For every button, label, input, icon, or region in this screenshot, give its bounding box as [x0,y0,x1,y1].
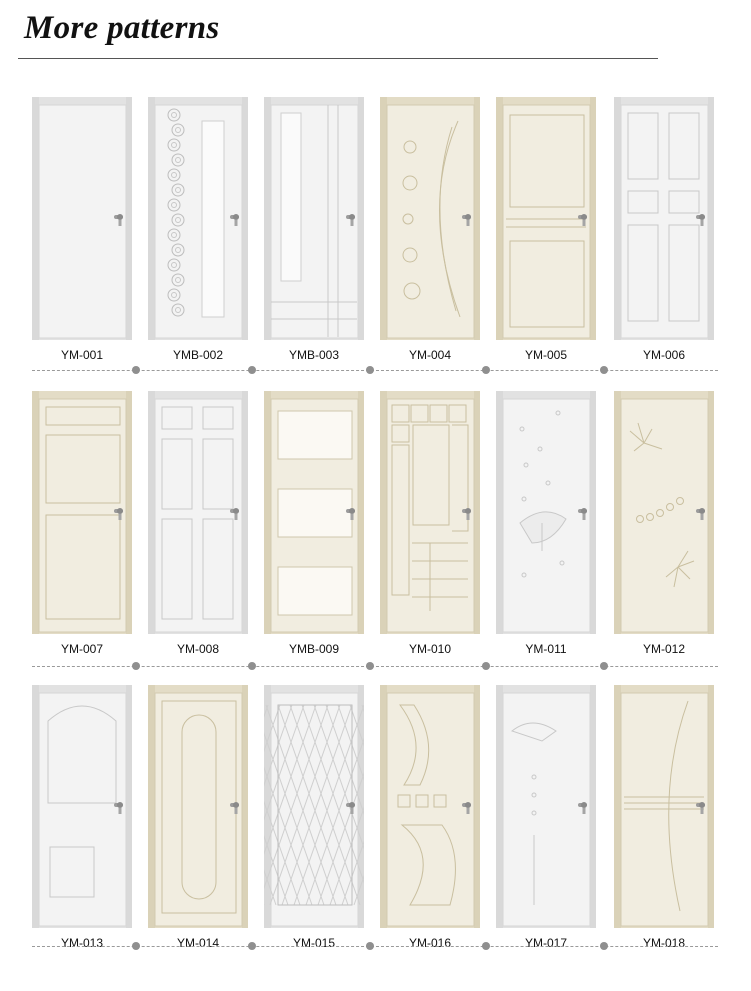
divider-dot [132,662,140,670]
door-image [614,391,714,634]
door-image [496,685,596,928]
divider-dot [248,662,256,670]
door-item[interactable] [496,97,596,337]
door-code-label: YM-012 [642,642,686,656]
door-image [32,391,132,634]
door-item[interactable] [148,391,248,631]
door-image [380,685,480,928]
door-item[interactable] [496,391,596,631]
door-image [264,97,364,340]
door-item[interactable] [148,97,248,337]
divider-dot [482,366,490,374]
divider-dot [482,662,490,670]
door-item[interactable] [264,97,364,337]
door-image [148,97,248,340]
divider-dot [482,942,490,950]
door-code-label: YM-008 [176,642,220,656]
door-item[interactable] [614,391,714,631]
door-image [32,97,132,340]
door-item[interactable] [264,685,364,925]
divider-dot [248,942,256,950]
divider-dot [366,662,374,670]
door-code-label: YM-015 [292,936,336,950]
divider-dot [132,942,140,950]
door-item[interactable] [148,685,248,925]
divider-dot [366,366,374,374]
divider-dot [366,942,374,950]
door-image [264,391,364,634]
door-image [496,391,596,634]
door-code-label: YM-004 [408,348,452,362]
door-image [614,685,714,928]
divider-dot [248,366,256,374]
door-code-label: YM-006 [642,348,686,362]
door-image [614,97,714,340]
divider-dot [600,942,608,950]
door-image [380,97,480,340]
door-code-label: YM-007 [60,642,104,656]
door-code-label: YM-010 [408,642,452,656]
door-item[interactable] [614,685,714,925]
door-image [380,391,480,634]
door-code-label: YM-001 [60,348,104,362]
page-title: More patterns [24,10,220,46]
door-item[interactable] [380,97,480,337]
door-code-label: YM-005 [524,348,568,362]
divider-dot [600,366,608,374]
door-code-label: YM-016 [408,936,452,950]
door-image [32,685,132,928]
door-image [264,685,364,928]
door-image [148,391,248,634]
door-item[interactable] [614,97,714,337]
door-item[interactable] [380,685,480,925]
door-image [148,685,248,928]
door-code-label: YM-014 [176,936,220,950]
door-code-label: YM-018 [642,936,686,950]
door-item[interactable] [496,685,596,925]
door-code-label: YM-017 [524,936,568,950]
door-code-label: YM-013 [60,936,104,950]
door-item[interactable] [264,391,364,631]
divider-dot [600,662,608,670]
door-code-label: YMB-003 [288,348,340,362]
door-image [496,97,596,340]
door-item[interactable] [32,391,132,631]
door-code-label: YMB-009 [288,642,340,656]
door-item[interactable] [32,685,132,925]
door-code-label: YM-011 [525,642,567,656]
divider-dot [132,366,140,374]
door-item[interactable] [380,391,480,631]
door-item[interactable] [32,97,132,337]
door-code-label: YMB-002 [172,348,224,362]
